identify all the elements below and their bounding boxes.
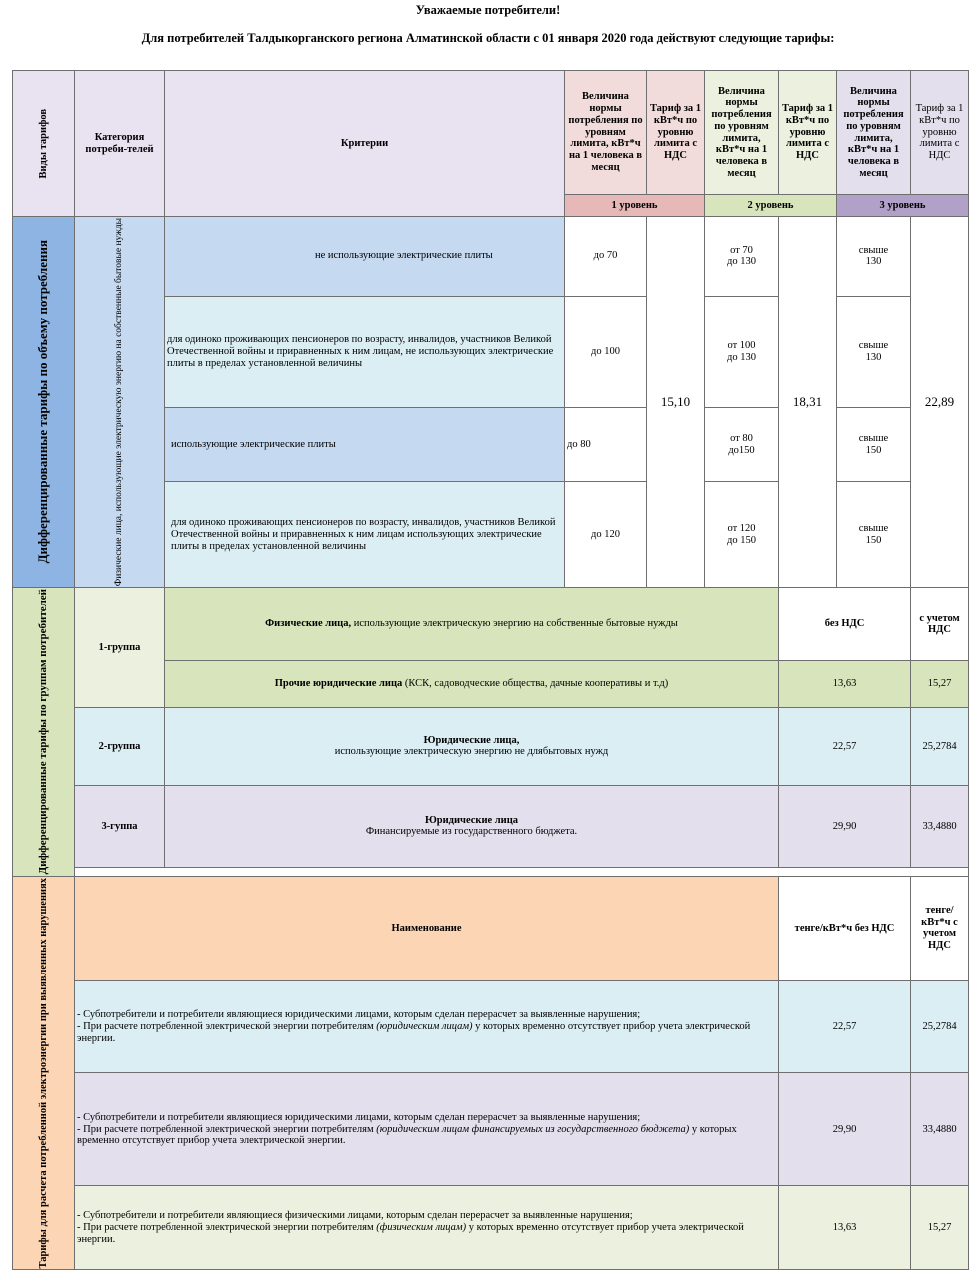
- tariff-table: [12, 70, 969, 1270]
- group3-without-vat: 29,90: [779, 785, 911, 868]
- norm3-row-1: свыше 130: [837, 217, 911, 297]
- group2-desc: Юридические лица, использующие электрическую энергию не длябытовых нужд: [165, 708, 779, 785]
- norm2-row-1: от 70 до 130: [705, 217, 779, 297]
- violation-row-3-with-vat: 15,27: [911, 1186, 969, 1270]
- header-criteria: Критерии: [165, 71, 565, 217]
- group2-with-vat: 25,2784: [911, 708, 969, 785]
- criteria-row-4: для одиноко проживающих пенсионеров по возрасту, инвалидов, участников Великой Отечественной войны и приравненных к ним лицам использующих электрические плиты в пределах установленной величины: [165, 482, 565, 588]
- group1-line1: Физические лица, использующие электрическую энергию на собственные бытовые нужды: [165, 588, 779, 661]
- violation-row-1-without-vat: 22,57: [779, 981, 911, 1073]
- group-col-without-vat: без НДС: [779, 588, 911, 661]
- tariff-level1-value: 15,10: [647, 217, 705, 588]
- header-tariff-level3: Тариф за 1 кВт*ч по уровню лимита с НДС: [911, 71, 969, 195]
- header-category: Категория потреби-телей: [75, 71, 165, 217]
- group3-name: 3-гуппа: [75, 785, 165, 868]
- norm3-row-4: свыше 150: [837, 482, 911, 588]
- group-col-with-vat: с учетом НДС: [911, 588, 969, 661]
- group1-without-vat: 13,63: [779, 661, 911, 708]
- violation-row-3: - Субпотребители и потребители являющиеся физическими лицами, которым сделан перерасчет за выявленные нарушения; - При расчете потребленной электрической энергии потребителям (физическим лицам) у которых временно отсутствует прибор учета электрической энергии.: [75, 1186, 779, 1270]
- group1-name: 1-группа: [75, 588, 165, 708]
- header-types: Виды тарифов: [13, 71, 75, 217]
- header-norm-level2: Величина нормы потребления по уровням лимита, кВт*ч на 1 человека в месяц: [705, 71, 779, 195]
- group2-without-vat: 22,57: [779, 708, 911, 785]
- norm1-row-1: до 70: [565, 217, 647, 297]
- norm2-row-2: от 100 до 130: [705, 296, 779, 407]
- notice-title: Уважаемые потребители!: [415, 3, 561, 17]
- violation-row-2-with-vat: 33,4880: [911, 1073, 969, 1186]
- norm1-row-3: до 80: [565, 407, 647, 481]
- criteria-row-3: использующие электрические плиты: [165, 407, 565, 481]
- section3-label: Тарифы для расчета потребленной электроэнергии при выявленных нарушениях: [13, 876, 75, 1269]
- violations-col-name: Наименование: [75, 876, 779, 981]
- header-norm-level1: Величина нормы потребления по уровням лимита, кВт*ч на 1 человека в месяц: [565, 71, 647, 195]
- level3-label: 3 уровень: [837, 195, 969, 217]
- norm3-row-2: свыше 130: [837, 296, 911, 407]
- criteria-row-2: для одиноко проживающих пенсионеров по возрасту, инвалидов, участников Великой Отечественной войны и приравненных к ним лицам, не использующих электрические плиты в пределах установленной величины: [165, 296, 565, 407]
- violation-row-1: - Субпотребители и потребители являющиеся юридическими лицами, которым сделан перерасчет за выявленные нарушения; - При расчете потребленной электрической энергии потребителям (юридическим лицам) у которых временно отсутствует прибор учета электрической энергии.: [75, 981, 779, 1073]
- norm1-row-4: до 120: [565, 482, 647, 588]
- notice-subtitle: Для потребителей Талдыкорганского региона Алматинской области с 01 января 2020 года действуют следующие тарифы:: [141, 31, 835, 45]
- violation-row-1-with-vat: 25,2784: [911, 981, 969, 1073]
- violation-row-2: - Субпотребители и потребители являющиеся юридическими лицами, которым сделан перерасчет за выявленные нарушения; - При расчете потребленной электрической энергии потребителям (юридическим лицам финансируемых из государственного бюджета) у которых временно отсутствует прибор учета электрической энергии.: [75, 1073, 779, 1186]
- group3-desc: Юридические лица Финансируемые из государственного бюджета.: [165, 785, 779, 868]
- violations-col-without-vat: тенге/кВт*ч без НДС: [779, 876, 911, 981]
- section2-label: Дифференцированные тарифы по группам потребителей: [13, 588, 75, 876]
- norm2-row-4: от 120 до 150: [705, 482, 779, 588]
- section-divider: [75, 868, 969, 876]
- level1-label: 1 уровень: [565, 195, 705, 217]
- group2-name: 2-группа: [75, 708, 165, 785]
- header-norm-level3: Величина нормы потребления по уровням лимита, кВт*ч на 1 человека в месяц: [837, 71, 911, 195]
- tariff-level3-value: 22,89: [911, 217, 969, 588]
- criteria-row-1: не использующие электрические плиты: [165, 217, 565, 297]
- norm1-row-2: до 100: [565, 296, 647, 407]
- header-tariff-level2: Тариф за 1 кВт*ч по уровню лимита с НДС: [779, 71, 837, 195]
- section1-label: Дифференцированные тарифы по объему потребления: [13, 217, 75, 588]
- violation-row-2-without-vat: 29,90: [779, 1073, 911, 1186]
- group1-line2: Прочие юридические лица (КСК, садоводческие общества, дачные кооперативы и т.д): [165, 661, 779, 708]
- group1-with-vat: 15,27: [911, 661, 969, 708]
- header-tariff-level1: Тариф за 1 кВт*ч по уровню лимита с НДС: [647, 71, 705, 195]
- norm3-row-3: свыше 150: [837, 407, 911, 481]
- norm2-row-3: от 80 до150: [705, 407, 779, 481]
- level2-label: 2 уровень: [705, 195, 837, 217]
- violations-col-with-vat: тенге/кВт*ч с учетом НДС: [911, 876, 969, 981]
- tariff-level2-value: 18,31: [779, 217, 837, 588]
- group3-with-vat: 33,4880: [911, 785, 969, 868]
- section1-category: Физические лица, использующие электрическую энергию на собственные бытовые нужды: [75, 217, 165, 588]
- violation-row-3-without-vat: 13,63: [779, 1186, 911, 1270]
